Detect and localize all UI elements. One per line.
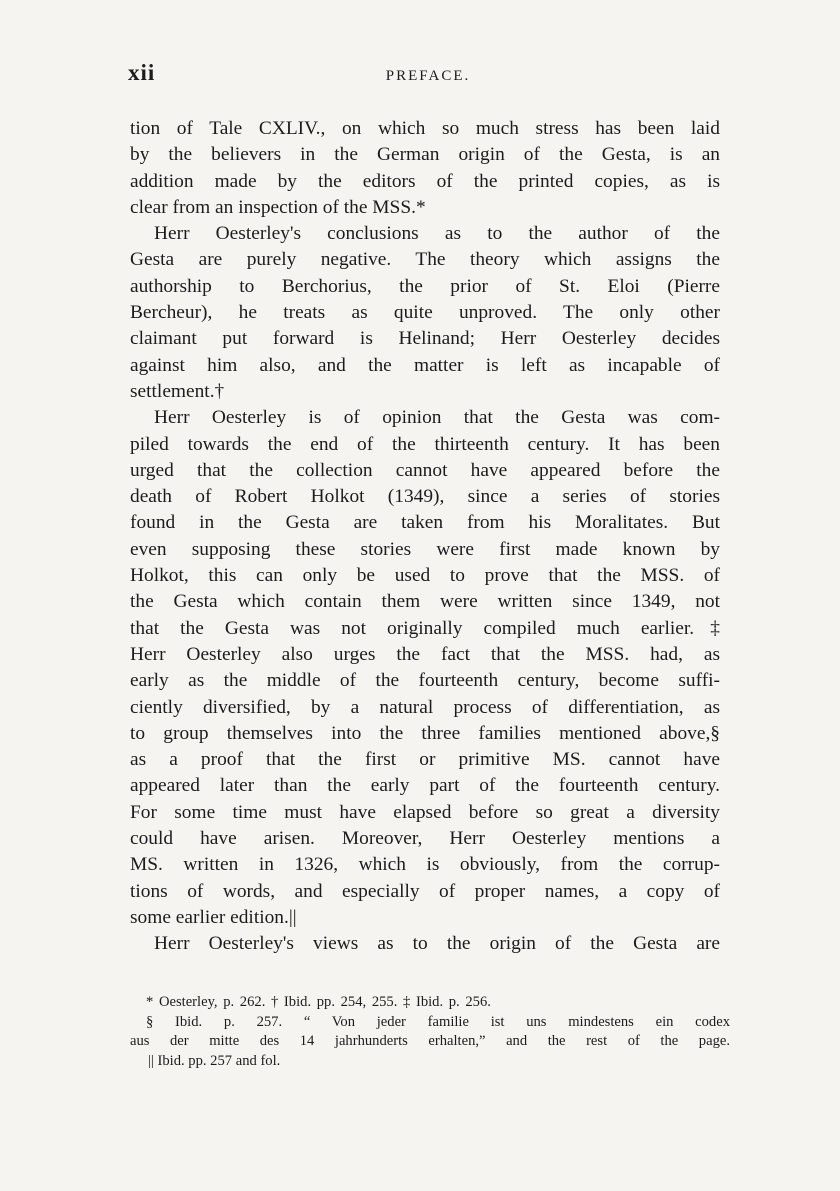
footnotes (130, 993, 730, 1071)
text-line: settlement.† (130, 380, 225, 402)
text-line: some earlier edition.|| (130, 906, 297, 928)
text-line: piled towards the end of the thirteenth century. It has been (130, 433, 720, 455)
text-line: could have arisen. Moreover, Herr Oesterley mentions a (130, 828, 720, 850)
footnote-line: * Oesterley, p. 262. † Ibid. pp. 254, 255. ‡ Ibid. p. 256. (146, 994, 491, 1010)
text-line: against him also, and the matter is left as incapable of (130, 354, 720, 376)
text-line: by the believers in the German origin of the Gesta, is an (130, 144, 720, 166)
text-line: authorship to Berchorius, the prior of St. Eloi (Pierre (130, 275, 720, 297)
text-line: urged that the collection cannot have appeared before the (130, 459, 720, 481)
text-line: death of Robert Holkot (1349), since a series of stories (130, 486, 720, 508)
text-line: Holkot, this can only be used to prove that the MSS. of (130, 565, 720, 587)
text-line: Gesta are purely negative. The theory which assigns the (130, 249, 720, 271)
text-line: Bercheur), he treats as quite unproved. The only other (130, 302, 720, 324)
text-line: claimant put forward is Helinand; Herr Oesterley decides (130, 328, 720, 350)
text-line: found in the Gesta are taken from his Moralitates. But (130, 512, 720, 534)
text-line: even supposing these stories were first made known by (130, 538, 720, 560)
page-number: xii (128, 60, 156, 85)
paragraph-start: Herr Oesterley is of opinion that the Gesta was com- (154, 407, 720, 429)
text-line: as a proof that the first or primitive MS. cannot have (130, 749, 720, 771)
text-line: the Gesta which contain them were written since 1349, not (130, 591, 720, 613)
text-line: MS. written in 1326, which is obviously, from the corrup- (130, 854, 720, 876)
text-line: that the Gesta was not originally compiled much earlier.‡ (130, 617, 720, 639)
page-header (128, 60, 728, 96)
text-line: to group themselves into the three families mentioned above,§ (130, 722, 720, 744)
text-line: addition made by the editors of the printed copies, as is (130, 170, 720, 192)
text-line: Herr Oesterley also urges the fact that the MSS. had, as (130, 643, 720, 665)
footnote-line: § Ibid. p. 257. “ Von jeder familie ist uns mindestens ein codex (146, 1013, 730, 1030)
body-text (130, 116, 720, 958)
paragraph-start: Herr Oesterley's views as to the origin of the Gesta are (154, 933, 720, 955)
text-line: For some time must have elapsed before so great a diversity (130, 801, 720, 823)
paragraph-start: Herr Oesterley's conclusions as to the author of the (154, 223, 720, 245)
text-line: tions of words, and especially of proper names, a copy of (130, 880, 720, 902)
text-line: tion of Tale CXLIV., on which so much stress has been laid (130, 118, 720, 139)
footnote-line: aus der mitte des 14 jahrhunderts erhalten,” and the rest of the page. (130, 1033, 730, 1049)
text-line: appeared later than the early part of the fourteenth century. (130, 775, 720, 797)
running-head: PREFACE. (385, 68, 471, 84)
text-line: ciently diversified, by a natural process of differentiation, as (130, 696, 720, 718)
footnote-line: || Ibid. pp. 257 and fol. (148, 1052, 281, 1069)
text-line: early as the middle of the fourteenth century, become suffi- (130, 670, 720, 692)
text-line: clear from an inspection of the MSS.* (130, 196, 426, 218)
